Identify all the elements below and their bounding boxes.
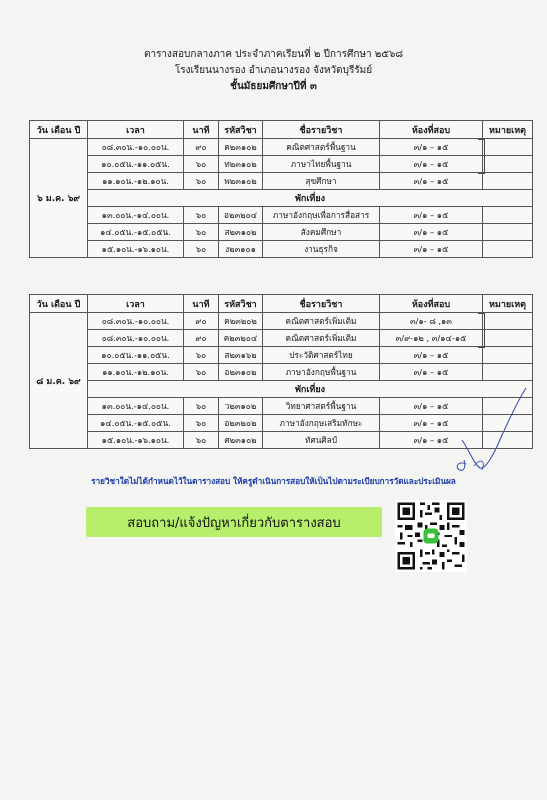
cell-code: ง๒๓๑๐๑ (219, 241, 263, 258)
cell-remark (483, 241, 533, 258)
cell-time: ๑๓.๐๐น.-๑๔.๐๐น. (88, 398, 184, 415)
table-row (30, 139, 533, 156)
cell-subject: ภาษาอังกฤษเสริมทักษะ (263, 415, 380, 432)
handwritten-signature (440, 380, 530, 480)
cell-time: ๑๓.๐๐น.-๑๔.๐๐น. (88, 207, 184, 224)
table-row (30, 313, 533, 330)
schedule-table-day1 (29, 120, 533, 258)
table-row (30, 330, 533, 347)
cell-time: ๑๔.๐๕น.-๑๕.๐๕น. (88, 224, 184, 241)
cell-remark (483, 364, 533, 381)
cell-subject: สังคมศึกษา (263, 224, 380, 241)
cell-minutes: ๖๐ (184, 432, 219, 449)
lunch-break-label: พักเที่ยง (88, 190, 533, 207)
header-school: โรงเรียนนางรอง อำเภอนางรอง จังหวัดบุรีรัมย์ (174, 65, 373, 76)
cell-minutes: ๖๐ (184, 398, 219, 415)
cell-time: ๐๘.๓๐น.-๑๐.๐๐น. (88, 139, 184, 156)
contact-button-label: สอบถาม/แจ้งปัญหาเกี่ยวกับตารางสอบ (127, 515, 341, 531)
qr-code-icon[interactable] (395, 500, 467, 572)
remark-bracket (478, 139, 485, 174)
cell-subject: ประวัติศาสตร์ไทย (263, 347, 380, 364)
cell-room: ๓/๑ – ๑๕ (380, 415, 483, 432)
cell-room: ๓/๑ – ๑๕ (380, 173, 483, 190)
cell-room: ๓/๑ – ๑๕ (380, 224, 483, 241)
cell-subject: คณิตศาสตร์เพิ่มเติม (263, 313, 380, 330)
cell-minutes: ๖๐ (184, 364, 219, 381)
cell-room: ๓/๑ – ๑๕ (380, 364, 483, 381)
cell-time: ๑๕.๑๐น.-๑๖.๑๐น. (88, 432, 184, 449)
cell-room: ๓/๑ – ๑๕ (380, 156, 483, 173)
table-header-row (30, 121, 533, 139)
cell-remark (483, 347, 533, 364)
cell-room: ๓/๑ – ๑๕ (380, 432, 483, 449)
contact-schedule-button[interactable] (86, 507, 382, 537)
col-time: เวลา (88, 295, 184, 313)
cell-time: ๑๐.๐๕น.-๑๑.๐๕น. (88, 156, 184, 173)
exam-date: ๘ ม.ค. ๖๙ (30, 313, 88, 449)
cell-minutes: ๖๐ (184, 224, 219, 241)
cell-minutes: ๖๐ (184, 173, 219, 190)
lunch-break-label: พักเที่ยง (88, 381, 533, 398)
lunch-break-row (30, 190, 533, 207)
table-row (30, 224, 533, 241)
col-code: รหัสวิชา (219, 121, 263, 139)
cell-subject: คณิตศาสตร์เพิ่มเติม (263, 330, 380, 347)
cell-time: ๑๐.๐๕น.-๑๑.๐๕น. (88, 347, 184, 364)
table-row (30, 364, 533, 381)
cell-subject: ภาษาอังกฤษพื้นฐาน (263, 364, 380, 381)
remark-bracket (478, 313, 485, 348)
cell-code: ท๒๓๑๐๒ (219, 156, 263, 173)
cell-code: ค๒๓๒๐๔ (219, 330, 263, 347)
cell-minutes: ๖๐ (184, 207, 219, 224)
document-header (0, 47, 547, 95)
col-room: ห้องที่สอบ (380, 295, 483, 313)
col-subject: ชื่อรายวิชา (263, 295, 380, 313)
table-row (30, 173, 533, 190)
cell-room: ๓/๙-๑๒ , ๓/๑๔-๑๕ (380, 330, 483, 347)
cell-room: ๓/๑ – ๑๕ (380, 241, 483, 258)
cell-code: พ๒๓๑๐๒ (219, 173, 263, 190)
cell-remark (483, 330, 533, 347)
cell-subject: งานธุรกิจ (263, 241, 380, 258)
cell-remark (483, 313, 533, 330)
cell-time: ๑๑.๑๐น.-๑๒.๑๐น. (88, 173, 184, 190)
table-row (30, 241, 533, 258)
cell-code: ส๒๓๑๐๒ (219, 224, 263, 241)
cell-subject: ภาษาอังกฤษเพื่อการสื่อสาร (263, 207, 380, 224)
cell-remark (483, 139, 533, 156)
col-minutes: นาที (184, 295, 219, 313)
cell-subject: สุขศึกษา (263, 173, 380, 190)
exam-date: ๖ ม.ค. ๖๙ (30, 139, 88, 258)
cell-code: ศ๒๓๑๐๒ (219, 432, 263, 449)
table-row (30, 347, 533, 364)
cell-remark (483, 224, 533, 241)
header-title: ตารางสอบกลางภาค ประจำภาคเรียนที่ ๒ ปีการศึกษา ๒๕๖๘ (143, 49, 404, 60)
cell-room: ๓/๑- ๘ ,๑๓ (380, 313, 483, 330)
cell-code: ค๒๓๒๐๒ (219, 313, 263, 330)
col-subject: ชื่อรายวิชา (263, 121, 380, 139)
cell-minutes: ๖๐ (184, 156, 219, 173)
cell-minutes: ๖๐ (184, 415, 219, 432)
cell-room: ๓/๑ – ๑๕ (380, 398, 483, 415)
cell-subject: ทัศนศิลป์ (263, 432, 380, 449)
cell-code: ส๒๓๑๖๒ (219, 347, 263, 364)
cell-subject: ภาษาไทยพื้นฐาน (263, 156, 380, 173)
col-room: ห้องที่สอบ (380, 121, 483, 139)
col-remark: หมายเหตุ (483, 121, 533, 139)
cell-code: ค๒๓๑๐๒ (219, 139, 263, 156)
cell-time: ๑๕.๑๐น.-๑๖.๑๐น. (88, 241, 184, 258)
cell-minutes: ๖๐ (184, 347, 219, 364)
header-grade: ชั้นมัธยมศึกษาปีที่ ๓ (230, 81, 317, 92)
cell-minutes: ๙๐ (184, 139, 219, 156)
table-header-row (30, 295, 533, 313)
cell-time: ๐๘.๓๐น.-๑๐.๐๐น. (88, 330, 184, 347)
cell-code: ว๒๓๑๐๒ (219, 398, 263, 415)
cell-minutes: ๙๐ (184, 330, 219, 347)
cell-room: ๓/๑ – ๑๕ (380, 139, 483, 156)
cell-room: ๓/๑ – ๑๕ (380, 347, 483, 364)
col-remark: หมายเหตุ (483, 295, 533, 313)
table-row (30, 156, 533, 173)
cell-remark (483, 173, 533, 190)
col-time: เวลา (88, 121, 184, 139)
col-day: วัน เดือน ปี (30, 121, 88, 139)
col-minutes: นาที (184, 121, 219, 139)
cell-subject: คณิตศาสตร์พื้นฐาน (263, 139, 380, 156)
cell-code: อ๒๓๑๐๒ (219, 364, 263, 381)
cell-room: ๓/๑ – ๑๕ (380, 207, 483, 224)
cell-time: ๐๘.๓๐น.-๑๐.๐๐น. (88, 313, 184, 330)
cell-remark (483, 207, 533, 224)
cell-time: ๑๑.๑๐น.-๑๒.๑๐น. (88, 364, 184, 381)
cell-code: อ๒๓๒๐๒ (219, 415, 263, 432)
cell-minutes: ๖๐ (184, 241, 219, 258)
cell-remark (483, 156, 533, 173)
cell-time: ๑๔.๐๕น.-๑๕.๐๕น. (88, 415, 184, 432)
cell-code: อ๒๓๒๐๔ (219, 207, 263, 224)
col-day: วัน เดือน ปี (30, 295, 88, 313)
cell-subject: วิทยาศาสตร์พื้นฐาน (263, 398, 380, 415)
cell-minutes: ๙๐ (184, 313, 219, 330)
exam-rule-note: รายวิชาใดไม่ได้กำหนดไว้ในตารางสอบ ให้ครูดำเนินการสอบให้เป็นไปตามระเบียบการวัดและประเมินผล (91, 476, 456, 486)
table-row (30, 207, 533, 224)
col-code: รหัสวิชา (219, 295, 263, 313)
